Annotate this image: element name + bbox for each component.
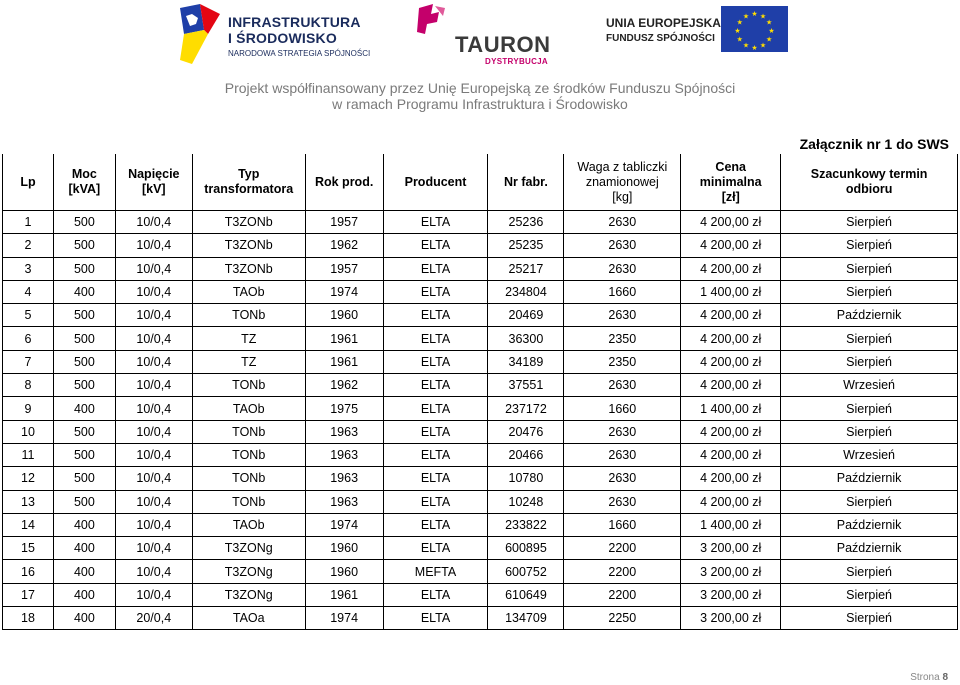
svg-text:★: ★ xyxy=(766,35,773,44)
col-rok: Rok prod. xyxy=(305,154,383,211)
cell-nr-fabr: 20469 xyxy=(488,304,564,327)
cell-typ: TAOa xyxy=(192,607,305,630)
table-row xyxy=(3,304,958,327)
tauron-subtitle: DYSTRYBUCJA xyxy=(485,57,549,66)
cell-termin: Sierpień xyxy=(781,327,958,350)
cell-waga: 2630 xyxy=(564,420,681,443)
cell-napiecie: 10/0,4 xyxy=(115,211,192,234)
cell-rok: 1957 xyxy=(305,211,383,234)
cell-lp: 13 xyxy=(3,490,54,513)
cell-nr-fabr: 134709 xyxy=(488,607,564,630)
cell-producent: ELTA xyxy=(383,420,488,443)
cell-cena: 3 200,00 zł xyxy=(681,607,781,630)
cell-nr-fabr: 10248 xyxy=(488,490,564,513)
cell-moc: 400 xyxy=(53,280,115,303)
cell-lp: 18 xyxy=(3,607,54,630)
cell-nr-fabr: 234804 xyxy=(488,280,564,303)
table-body xyxy=(3,211,958,630)
cell-moc: 500 xyxy=(53,350,115,373)
cell-lp: 8 xyxy=(3,374,54,397)
cell-rok: 1975 xyxy=(305,397,383,420)
cell-waga: 2630 xyxy=(564,211,681,234)
cell-termin: Październik xyxy=(781,537,958,560)
cell-nr-fabr: 36300 xyxy=(488,327,564,350)
cell-termin: Październik xyxy=(781,513,958,536)
cell-producent: ELTA xyxy=(383,607,488,630)
transformers-table xyxy=(2,154,958,630)
table-row xyxy=(3,374,958,397)
col-napiecie: Napięcie [kV] xyxy=(115,154,192,211)
cell-typ: TAOb xyxy=(192,513,305,536)
cell-producent: ELTA xyxy=(383,374,488,397)
col-moc: Moc [kVA] xyxy=(53,154,115,211)
cell-termin: Sierpień xyxy=(781,490,958,513)
cell-lp: 7 xyxy=(3,350,54,373)
infrastruktura-tagline: NARODOWA STRATEGIA SPÓJNOŚCI xyxy=(228,49,371,58)
cell-rok: 1963 xyxy=(305,467,383,490)
cell-rok: 1960 xyxy=(305,304,383,327)
tauron-name: TAURON xyxy=(455,32,551,57)
cell-typ: TONb xyxy=(192,420,305,443)
cell-waga: 2630 xyxy=(564,490,681,513)
page-footer xyxy=(910,672,948,683)
cell-producent: ELTA xyxy=(383,467,488,490)
cell-cena: 1 400,00 zł xyxy=(681,397,781,420)
cell-waga: 2630 xyxy=(564,374,681,397)
infrastruktura-logo xyxy=(178,4,371,66)
cell-napiecie: 10/0,4 xyxy=(115,420,192,443)
cell-producent: ELTA xyxy=(383,257,488,280)
cell-cena: 3 200,00 zł xyxy=(681,537,781,560)
cell-producent: ELTA xyxy=(383,397,488,420)
infrastruktura-subtitle: I ŚRODOWISKO xyxy=(228,30,337,46)
cell-nr-fabr: 25235 xyxy=(488,234,564,257)
cell-typ: TZ xyxy=(192,350,305,373)
table-row xyxy=(3,327,958,350)
cell-typ: T3ZONg xyxy=(192,583,305,606)
cell-napiecie: 10/0,4 xyxy=(115,280,192,303)
cell-cena: 1 400,00 zł xyxy=(681,280,781,303)
cell-termin: Październik xyxy=(781,467,958,490)
cell-napiecie: 20/0,4 xyxy=(115,607,192,630)
eu-fund: FUNDUSZ SPÓJNOŚCI xyxy=(606,33,715,44)
cell-termin: Sierpień xyxy=(781,350,958,373)
cell-lp: 14 xyxy=(3,513,54,536)
cell-moc: 500 xyxy=(53,257,115,280)
cell-producent: ELTA xyxy=(383,490,488,513)
cell-lp: 3 xyxy=(3,257,54,280)
table-row xyxy=(3,490,958,513)
cell-typ: TONb xyxy=(192,490,305,513)
table-row xyxy=(3,513,958,536)
cell-cena: 4 200,00 zł xyxy=(681,467,781,490)
cell-moc: 500 xyxy=(53,467,115,490)
cell-typ: TAOb xyxy=(192,397,305,420)
cell-cena: 1 400,00 zł xyxy=(681,513,781,536)
cell-rok: 1963 xyxy=(305,443,383,466)
cell-termin: Sierpień xyxy=(781,234,958,257)
cell-typ: T3ZONb xyxy=(192,257,305,280)
eu-flag-icon xyxy=(721,6,788,52)
cell-typ: TAOb xyxy=(192,280,305,303)
cell-termin: Sierpień xyxy=(781,211,958,234)
cell-waga: 2630 xyxy=(564,443,681,466)
table-row xyxy=(3,467,958,490)
cell-rok: 1960 xyxy=(305,537,383,560)
cell-lp: 5 xyxy=(3,304,54,327)
cell-nr-fabr: 610649 xyxy=(488,583,564,606)
cell-rok: 1961 xyxy=(305,350,383,373)
cell-cena: 4 200,00 zł xyxy=(681,443,781,466)
cell-waga: 1660 xyxy=(564,280,681,303)
svg-text:★: ★ xyxy=(736,18,743,27)
cell-napiecie: 10/0,4 xyxy=(115,374,192,397)
cell-producent: ELTA xyxy=(383,443,488,466)
cell-moc: 500 xyxy=(53,211,115,234)
svg-text:★: ★ xyxy=(734,27,741,35)
cell-lp: 15 xyxy=(3,537,54,560)
cell-napiecie: 10/0,4 xyxy=(115,397,192,420)
cell-typ: TONb xyxy=(192,374,305,397)
cell-typ: T3ZONg xyxy=(192,560,305,583)
cell-napiecie: 10/0,4 xyxy=(115,350,192,373)
cell-napiecie: 10/0,4 xyxy=(115,490,192,513)
cell-termin: Sierpień xyxy=(781,397,958,420)
cell-cena: 4 200,00 zł xyxy=(681,327,781,350)
cell-rok: 1963 xyxy=(305,420,383,443)
table-row xyxy=(3,583,958,606)
cell-rok: 1962 xyxy=(305,374,383,397)
table-row xyxy=(3,443,958,466)
cell-moc: 500 xyxy=(53,327,115,350)
cell-termin: Sierpień xyxy=(781,583,958,606)
col-nr-fabr: Nr fabr. xyxy=(488,154,564,211)
cell-producent: ELTA xyxy=(383,234,488,257)
cell-cena: 4 200,00 zł xyxy=(681,211,781,234)
cell-waga: 2630 xyxy=(564,304,681,327)
cell-rok: 1974 xyxy=(305,607,383,630)
cell-moc: 500 xyxy=(53,304,115,327)
cell-cena: 4 200,00 zł xyxy=(681,257,781,280)
tauron-logo xyxy=(415,4,551,66)
cell-rok: 1963 xyxy=(305,490,383,513)
table-header-row xyxy=(3,154,958,211)
cell-napiecie: 10/0,4 xyxy=(115,327,192,350)
eu-logo xyxy=(606,6,786,62)
cell-termin: Sierpień xyxy=(781,280,958,303)
cell-producent: ELTA xyxy=(383,350,488,373)
cell-lp: 9 xyxy=(3,397,54,420)
cell-nr-fabr: 237172 xyxy=(488,397,564,420)
table-row xyxy=(3,420,958,443)
cell-cena: 3 200,00 zł xyxy=(681,583,781,606)
cell-waga: 2200 xyxy=(564,583,681,606)
cell-nr-fabr: 20476 xyxy=(488,420,564,443)
col-waga: Waga z tabliczki znamionowej [kg] xyxy=(564,154,681,211)
cell-cena: 4 200,00 zł xyxy=(681,350,781,373)
cell-nr-fabr: 25236 xyxy=(488,211,564,234)
table-row xyxy=(3,537,958,560)
cell-waga: 1660 xyxy=(564,513,681,536)
svg-text:★: ★ xyxy=(736,35,743,44)
cell-producent: ELTA xyxy=(383,327,488,350)
cell-waga: 2350 xyxy=(564,350,681,373)
cell-napiecie: 10/0,4 xyxy=(115,537,192,560)
cell-waga: 2630 xyxy=(564,257,681,280)
cell-moc: 400 xyxy=(53,583,115,606)
cell-napiecie: 10/0,4 xyxy=(115,304,192,327)
cell-producent: MEFTA xyxy=(383,560,488,583)
cell-cena: 4 200,00 zł xyxy=(681,234,781,257)
cell-moc: 400 xyxy=(53,560,115,583)
cell-lp: 17 xyxy=(3,583,54,606)
cell-moc: 400 xyxy=(53,513,115,536)
table-row xyxy=(3,350,958,373)
cell-moc: 500 xyxy=(53,420,115,443)
col-termin: Szacunkowy termin odbioru xyxy=(781,154,958,211)
col-producent: Producent xyxy=(383,154,488,211)
svg-text:★: ★ xyxy=(751,10,758,18)
cell-rok: 1961 xyxy=(305,583,383,606)
cell-napiecie: 10/0,4 xyxy=(115,443,192,466)
cofinancing-note xyxy=(0,80,960,112)
cell-cena: 3 200,00 zł xyxy=(681,560,781,583)
table-row xyxy=(3,257,958,280)
eu-title: UNIA EUROPEJSKA xyxy=(606,16,721,30)
footer-label: Strona xyxy=(910,672,940,683)
cell-nr-fabr: 20466 xyxy=(488,443,564,466)
cell-cena: 4 200,00 zł xyxy=(681,420,781,443)
annex-title: Załącznik nr 1 do SWS xyxy=(799,136,949,152)
cell-nr-fabr: 25217 xyxy=(488,257,564,280)
cell-napiecie: 10/0,4 xyxy=(115,234,192,257)
cell-lp: 4 xyxy=(3,280,54,303)
logo-bar xyxy=(0,0,960,72)
svg-text:★: ★ xyxy=(759,41,767,50)
cell-rok: 1957 xyxy=(305,257,383,280)
cell-rok: 1962 xyxy=(305,234,383,257)
cell-termin: Sierpień xyxy=(781,560,958,583)
cell-producent: ELTA xyxy=(383,211,488,234)
cell-nr-fabr: 600895 xyxy=(488,537,564,560)
cell-typ: T3ZONg xyxy=(192,537,305,560)
cell-napiecie: 10/0,4 xyxy=(115,560,192,583)
cell-termin: Sierpień xyxy=(781,257,958,280)
cell-producent: ELTA xyxy=(383,280,488,303)
cell-rok: 1961 xyxy=(305,327,383,350)
cell-moc: 400 xyxy=(53,537,115,560)
cell-producent: ELTA xyxy=(383,513,488,536)
col-typ: Typ transformatora xyxy=(192,154,305,211)
cell-typ: TONb xyxy=(192,467,305,490)
cell-rok: 1974 xyxy=(305,513,383,536)
cell-rok: 1960 xyxy=(305,560,383,583)
cell-termin: Wrzesień xyxy=(781,374,958,397)
col-lp: Lp xyxy=(3,154,54,211)
cell-waga: 2630 xyxy=(564,234,681,257)
cell-nr-fabr: 600752 xyxy=(488,560,564,583)
cell-lp: 16 xyxy=(3,560,54,583)
svg-text:★: ★ xyxy=(766,18,773,27)
cell-moc: 400 xyxy=(53,607,115,630)
cell-moc: 400 xyxy=(53,397,115,420)
cell-typ: T3ZONb xyxy=(192,234,305,257)
cell-cena: 4 200,00 zł xyxy=(681,374,781,397)
cell-lp: 10 xyxy=(3,420,54,443)
cell-napiecie: 10/0,4 xyxy=(115,257,192,280)
infrastruktura-title: INFRASTRUKTURA xyxy=(228,14,361,30)
cell-lp: 2 xyxy=(3,234,54,257)
cell-waga: 2200 xyxy=(564,560,681,583)
svg-text:★: ★ xyxy=(768,27,775,35)
cell-nr-fabr: 10780 xyxy=(488,467,564,490)
cell-napiecie: 10/0,4 xyxy=(115,467,192,490)
cell-typ: TONb xyxy=(192,443,305,466)
col-cena: Cena minimalna [zł] xyxy=(681,154,781,211)
cell-moc: 500 xyxy=(53,234,115,257)
cell-waga: 1660 xyxy=(564,397,681,420)
table-row xyxy=(3,280,958,303)
cell-moc: 500 xyxy=(53,443,115,466)
cell-producent: ELTA xyxy=(383,583,488,606)
cell-waga: 2250 xyxy=(564,607,681,630)
cell-lp: 12 xyxy=(3,467,54,490)
svg-text:★: ★ xyxy=(742,41,750,50)
cell-rok: 1974 xyxy=(305,280,383,303)
cell-lp: 6 xyxy=(3,327,54,350)
cell-typ: T3ZONb xyxy=(192,211,305,234)
cell-termin: Październik xyxy=(781,304,958,327)
cell-waga: 2630 xyxy=(564,467,681,490)
page-number: 8 xyxy=(942,672,948,683)
table-row xyxy=(3,397,958,420)
cell-napiecie: 10/0,4 xyxy=(115,583,192,606)
cell-nr-fabr: 34189 xyxy=(488,350,564,373)
cell-nr-fabr: 233822 xyxy=(488,513,564,536)
table-row xyxy=(3,607,958,630)
table-row xyxy=(3,560,958,583)
cofinancing-line-1: Projekt współfinansowany przez Unię Europejską ze środków Funduszu Spójności xyxy=(224,80,736,96)
cell-lp: 1 xyxy=(3,211,54,234)
svg-text:★: ★ xyxy=(742,12,750,21)
table-row xyxy=(3,211,958,234)
cell-cena: 4 200,00 zł xyxy=(681,304,781,327)
cell-termin: Sierpień xyxy=(781,607,958,630)
cell-waga: 2350 xyxy=(564,327,681,350)
cell-cena: 4 200,00 zł xyxy=(681,490,781,513)
svg-text:★: ★ xyxy=(751,44,758,52)
cell-lp: 11 xyxy=(3,443,54,466)
cofinancing-line-2: w ramach Programu Infrastruktura i Środowisko xyxy=(332,96,628,112)
cell-napiecie: 10/0,4 xyxy=(115,513,192,536)
cell-nr-fabr: 37551 xyxy=(488,374,564,397)
infrastruktura-emblem-icon xyxy=(178,4,224,66)
cell-waga: 2200 xyxy=(564,537,681,560)
cell-typ: TONb xyxy=(192,304,305,327)
cell-termin: Wrzesień xyxy=(781,443,958,466)
cell-moc: 500 xyxy=(53,374,115,397)
cell-moc: 500 xyxy=(53,490,115,513)
table-row xyxy=(3,234,958,257)
svg-text:★: ★ xyxy=(759,12,767,21)
cell-producent: ELTA xyxy=(383,537,488,560)
cell-producent: ELTA xyxy=(383,304,488,327)
cell-termin: Sierpień xyxy=(781,420,958,443)
cell-typ: TZ xyxy=(192,327,305,350)
